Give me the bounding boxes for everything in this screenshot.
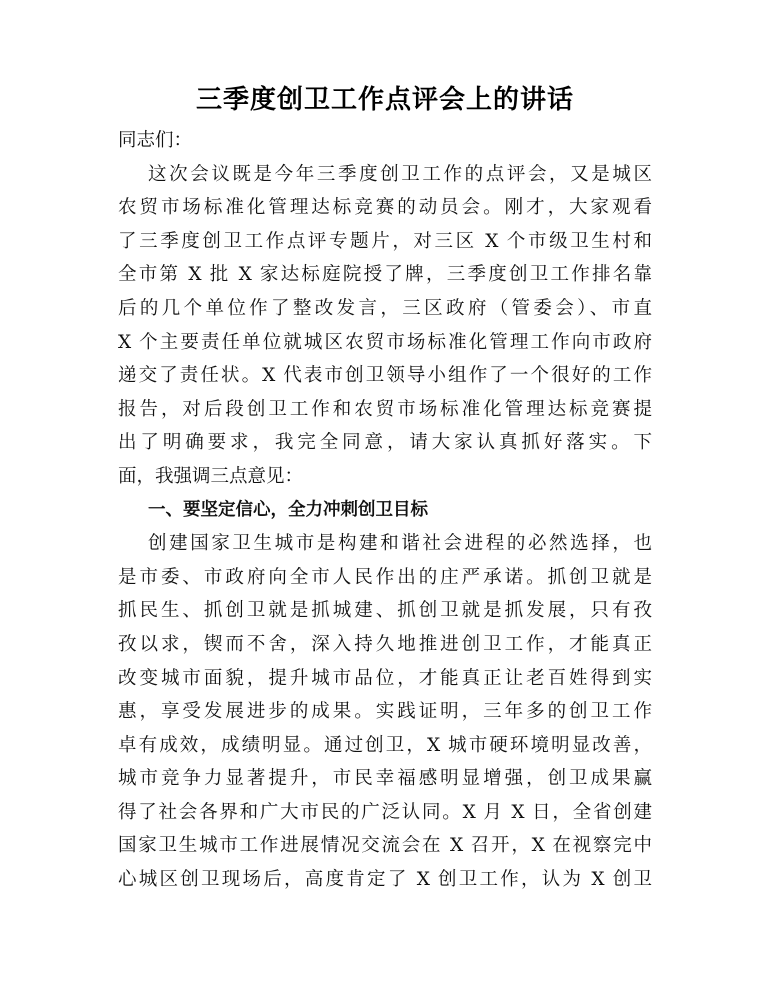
paragraph-line: 了三季度创卫工作点评专题片，对三区 X 个市级卫生村和 xyxy=(118,230,652,252)
paragraph-line: 报告，对后段创卫工作和农贸市场标准化管理达标竞赛提 xyxy=(118,398,652,420)
paragraph-line: 孜以求，锲而不舍，深入持久地推进创卫工作，才能真正 xyxy=(118,633,652,655)
paragraph-line: 卓有成效，成绩明显。通过创卫，X 城市硬环境明显改善， xyxy=(118,734,652,756)
paragraph-line: 面，我强调三点意见： xyxy=(118,465,304,487)
paragraph-line: 抓民生、抓创卫就是抓城建、抓创卫就是抓发展，只有孜 xyxy=(118,600,652,622)
document-body xyxy=(118,124,652,897)
paragraph-line: 递交了责任状。X 代表市创卫领导小组作了一个很好的工作 xyxy=(118,365,652,387)
paragraph-line: 改变城市面貌，提升城市品位，才能真正让老百姓得到实 xyxy=(118,667,652,689)
document-title: 三季度创卫工作点评会上的讲话 xyxy=(195,85,574,115)
paragraph-line: 农贸市场标准化管理达标竞赛的动员会。刚才，大家观看 xyxy=(118,197,652,219)
paragraph-line: 惠，享受发展进步的成果。实践证明，三年多的创卫工作 xyxy=(118,701,652,723)
paragraph-line: 这次会议既是今年三季度创卫工作的点评会，又是城区 xyxy=(148,163,652,185)
salutation: 同志们： xyxy=(118,130,193,151)
paragraph-line: 是市委、市政府向全市人民作出的庄严承诺。抓创卫就是 xyxy=(118,566,652,588)
paragraph-line: X 个主要责任单位就城区农贸市场标准化管理工作向市政府 xyxy=(118,331,652,353)
paragraph-line: 城市竞争力显著提升，市民幸福感明显增强，创卫成果赢 xyxy=(118,768,652,790)
paragraph-line: 创建国家卫生城市是构建和谐社会进程的必然选择，也 xyxy=(148,533,652,555)
paragraph-line: 国家卫生城市工作进展情况交流会在 X 召开，X 在视察完中 xyxy=(118,835,652,857)
paragraph-line: 得了社会各界和广大市民的广泛认同。X 月 X 日，全省创建 xyxy=(118,801,652,823)
paragraph-line: 后的几个单位作了整改发言，三区政府（管委会）、市直 xyxy=(118,297,652,319)
paragraph-line: 心城区创卫现场后，高度肯定了 X 创卫工作，认为 X 创卫 xyxy=(118,869,652,891)
section-heading: 一、要坚定信心，全力冲刺创卫目标 xyxy=(148,499,428,520)
paragraph-line: 出了明确要求，我完全同意，请大家认真抓好落实。下 xyxy=(118,432,652,454)
paragraph-line: 全市第 X 批 X 家达标庭院授了牌，三季度创卫工作排名靠 xyxy=(118,264,652,286)
